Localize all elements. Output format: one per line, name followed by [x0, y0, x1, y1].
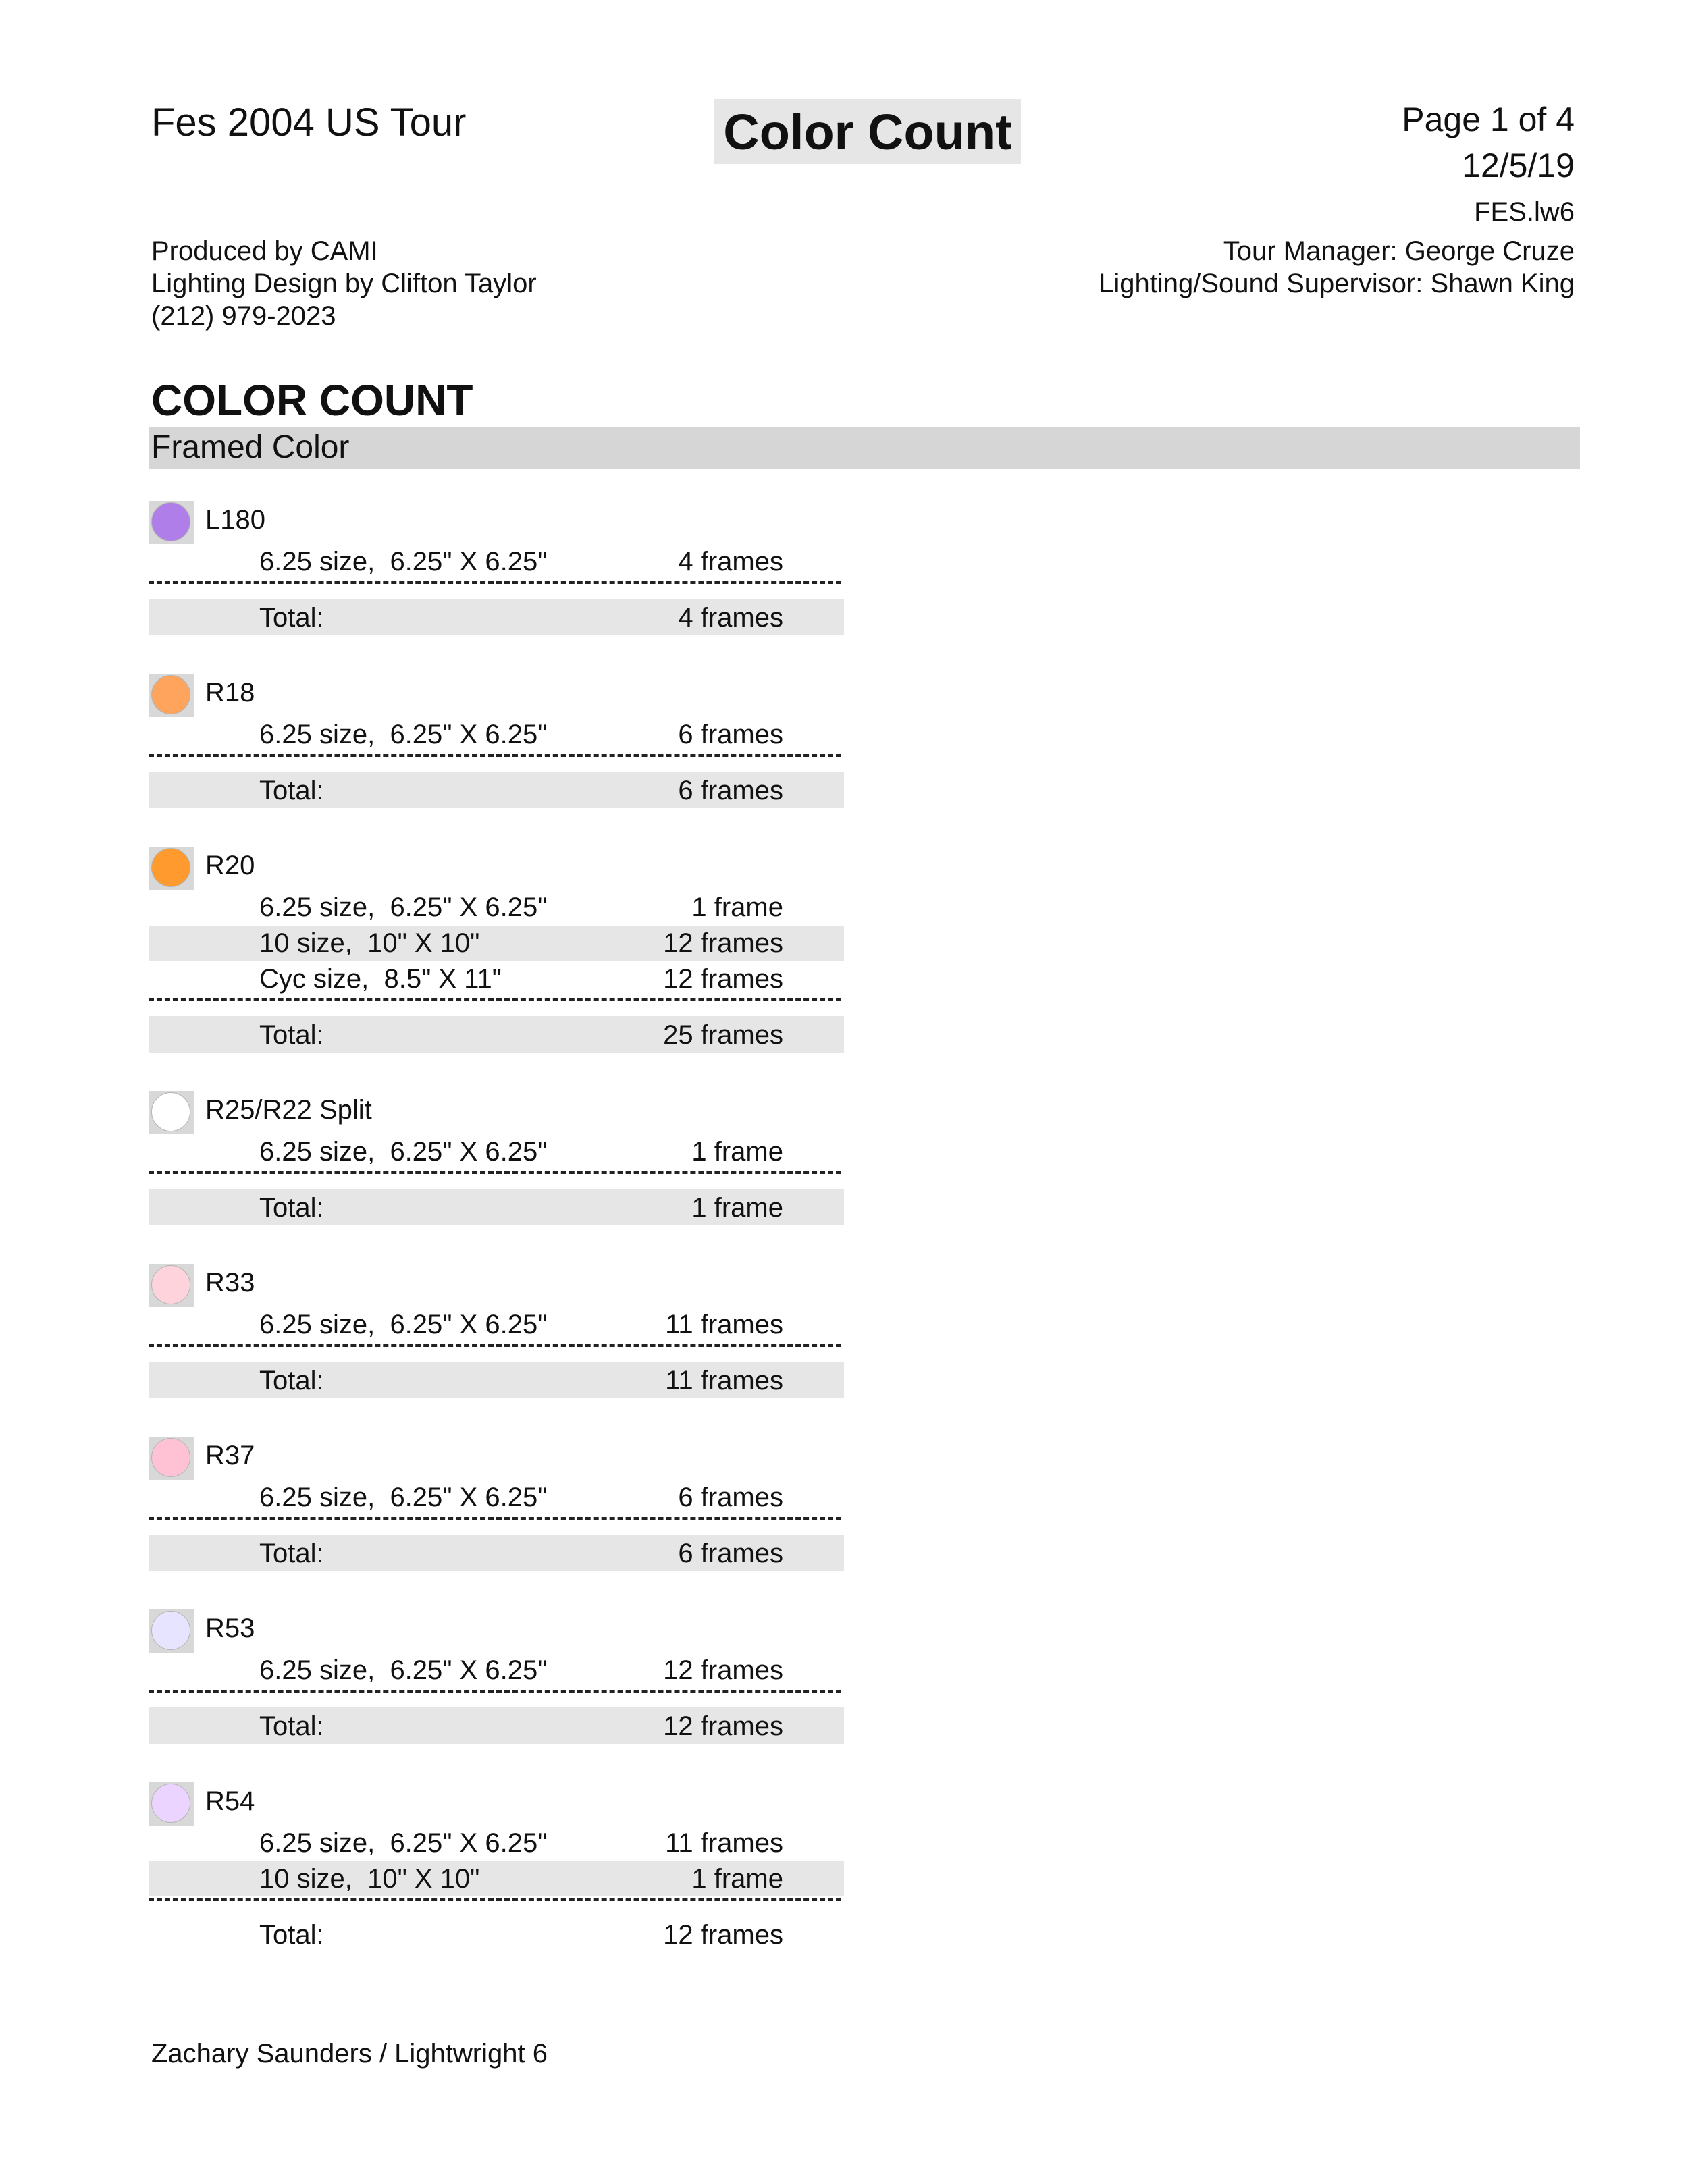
color-swatch-frame [149, 1609, 194, 1653]
frame-size-row [149, 1653, 844, 1688]
color-name: R25/R22 Split [205, 1095, 372, 1125]
frame-size: 6.25 size, 6.25" X 6.25" [259, 1655, 548, 1685]
total-label: Total: [259, 1920, 324, 1950]
frame-count: 1 frame [691, 893, 783, 922]
frame-size-row [149, 1826, 844, 1861]
frame-size-row [149, 926, 844, 961]
frame-size-row [149, 961, 844, 996]
total-label: Total: [259, 1711, 324, 1741]
dashed-divider [149, 1898, 841, 1901]
frame-count: 11 frames [665, 1828, 783, 1858]
frame-size: 10 size, 10" X 10" [259, 928, 480, 958]
frame-count: 6 frames [678, 720, 783, 749]
phone-line: (212) 979-2023 [151, 301, 336, 331]
total-row [149, 772, 844, 808]
frame-size: 6.25 size, 6.25" X 6.25" [259, 1483, 548, 1512]
total-count: 25 frames [663, 1020, 783, 1050]
color-swatch-frame [149, 1091, 194, 1134]
frame-count: 12 frames [663, 1655, 783, 1685]
dashed-divider [149, 581, 841, 584]
total-row [149, 1707, 844, 1744]
color-name: R53 [205, 1614, 255, 1643]
total-row [149, 1535, 844, 1571]
frame-size-row [149, 1861, 844, 1896]
total-count: 12 frames [663, 1711, 783, 1741]
color-swatch-frame [149, 674, 194, 717]
color-name: L180 [205, 505, 265, 535]
frame-size: Cyc size, 8.5" X 11" [259, 964, 502, 994]
frame-size: 6.25 size, 6.25" X 6.25" [259, 1137, 548, 1167]
color-swatch [151, 1611, 190, 1650]
frame-size: 6.25 size, 6.25" X 6.25" [259, 893, 548, 922]
frame-size: 6.25 size, 6.25" X 6.25" [259, 1310, 548, 1339]
total-row [149, 599, 844, 635]
color-swatch [151, 502, 190, 541]
color-swatch [151, 1784, 190, 1823]
section-heading: COLOR COUNT [151, 376, 473, 425]
producer-line: Produced by CAMI [151, 236, 378, 266]
color-swatch [151, 675, 190, 714]
color-name: R20 [205, 851, 255, 880]
section-bar [149, 427, 1580, 469]
total-label: Total: [259, 1020, 324, 1050]
section-subheading: Framed Color [151, 429, 350, 465]
frame-size: 10 size, 10" X 10" [259, 1864, 480, 1894]
color-swatch [151, 1438, 190, 1477]
frame-count: 6 frames [678, 1483, 783, 1512]
dashed-divider [149, 1517, 841, 1520]
dashed-divider [149, 1690, 841, 1693]
document-filename: FES.lw6 [1474, 197, 1575, 227]
dashed-divider [149, 754, 841, 757]
color-name: R54 [205, 1786, 255, 1816]
total-row [149, 1189, 844, 1225]
total-label: Total: [259, 1366, 324, 1395]
color-swatch-frame [149, 847, 194, 890]
total-count: 1 frame [691, 1193, 783, 1223]
dashed-divider [149, 1344, 841, 1347]
frame-size-row [149, 890, 844, 925]
color-swatch-frame [149, 1782, 194, 1826]
color-swatch [151, 848, 190, 887]
total-row [149, 1016, 844, 1053]
total-row [149, 1362, 844, 1398]
tour-manager-line: Tour Manager: George Cruze [1223, 236, 1575, 266]
frame-count: 1 frame [691, 1137, 783, 1167]
color-swatch-frame [149, 501, 194, 544]
dashed-divider [149, 998, 841, 1001]
frame-size-row [149, 544, 844, 579]
frame-count: 1 frame [691, 1864, 783, 1894]
frame-size-row [149, 1134, 844, 1169]
color-swatch-frame [149, 1437, 194, 1480]
page-number: Page 1 of 4 [1402, 101, 1575, 138]
total-count: 4 frames [678, 603, 783, 633]
frame-size: 6.25 size, 6.25" X 6.25" [259, 547, 548, 577]
total-count: 6 frames [678, 1539, 783, 1568]
dashed-divider [149, 1171, 841, 1174]
frame-count: 12 frames [663, 964, 783, 994]
frame-count: 11 frames [665, 1310, 783, 1339]
report-title: Color Count [723, 104, 1012, 160]
total-label: Total: [259, 603, 324, 633]
total-row [149, 1916, 844, 1952]
color-swatch [151, 1092, 190, 1131]
frame-count: 12 frames [663, 928, 783, 958]
designer-line: Lighting Design by Clifton Taylor [151, 269, 537, 298]
total-label: Total: [259, 1539, 324, 1568]
frame-size-row [149, 1480, 844, 1515]
total-count: 11 frames [665, 1366, 783, 1395]
color-swatch-frame [149, 1264, 194, 1307]
color-swatch [151, 1265, 190, 1304]
frame-size-row [149, 717, 844, 752]
total-label: Total: [259, 776, 324, 805]
color-name: R37 [205, 1441, 255, 1470]
document-date: 12/5/19 [1462, 147, 1575, 184]
tour-title: Fes 2004 US Tour [151, 101, 467, 144]
total-count: 12 frames [663, 1920, 783, 1950]
total-count: 6 frames [678, 776, 783, 805]
total-label: Total: [259, 1193, 324, 1223]
color-name: R33 [205, 1268, 255, 1298]
frame-size-row [149, 1307, 844, 1342]
frame-size: 6.25 size, 6.25" X 6.25" [259, 720, 548, 749]
frame-size: 6.25 size, 6.25" X 6.25" [259, 1828, 548, 1858]
color-name: R18 [205, 678, 255, 708]
footer-credit: Zachary Saunders / Lightwright 6 [151, 2039, 548, 2069]
supervisor-line: Lighting/Sound Supervisor: Shawn King [1099, 269, 1575, 298]
frame-count: 4 frames [678, 547, 783, 577]
